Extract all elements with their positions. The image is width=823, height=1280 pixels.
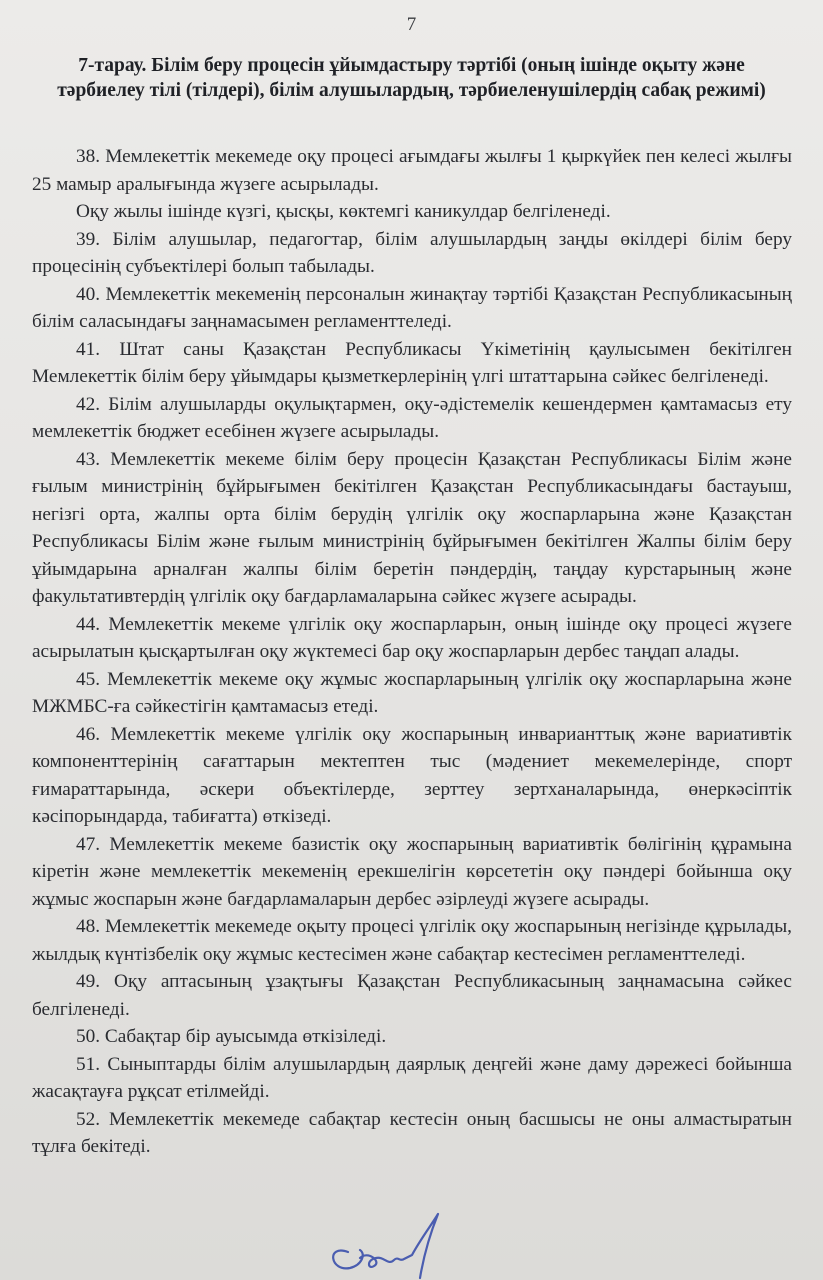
- page-number: 7: [406, 14, 417, 35]
- paragraph-45: 45. Мемлекеттік мекеме оқу жұмыс жоспарларының үлгілік оқу жоспарларына және МЖМБС-ға сәйкестігін қамтамасыз етеді.: [32, 668, 792, 717]
- paragraph-48: 48. Мемлекеттік мекемеде оқыту процесі үлгілік оқу жоспарының негізінде құрылады, жылдық күнтізбелік оқу жұмыс кестесімен және сабақтар кестесімен регламенттеледі.: [32, 916, 792, 965]
- paragraph-41: 41. Штат саны Қазақстан Республикасы Үкіметінің қаулысымен бекітілген Мемлекеттік білім беру ұйымдары қызметкерлерінің үлгі штаттарына сәйкес белгіленеді.: [32, 338, 792, 387]
- paragraph-vacations: Оқу жылы ішінде күзгі, қысқы, көктемгі каникулдар белгіленеді.: [76, 201, 611, 222]
- paragraph-51: 51. Сыныптарды білім алушылардың даярлық деңгейі және даму дәрежесі бойынша жасақтауға рұқсат етілмейді.: [32, 1053, 792, 1102]
- document-body: [32, 143, 792, 1161]
- chapter-heading: 7-тарау. Білім беру процесін ұйымдастыру тәртібі (оның ішінде оқыту және тәрбиелеу тілі (тілдері), білім алушылардың, тәрбиеленушілердің сабақ режимі): [57, 55, 766, 101]
- paragraph-44: 44. Мемлекеттік мекеме үлгілік оқу жоспарларын, оның ішінде оқу процесі жүзеге асырылатын қысқартылған оқу жүктемесі бар оқу жоспарларын дербес таңдап алады.: [32, 613, 792, 662]
- paragraph-39: 39. Білім алушылар, педагогтар, білім алушылардың заңды өкілдері білім беру процесінің субъектілері болып табылады.: [32, 228, 792, 277]
- paragraph-50: 50. Сабақтар бір ауысымда өткізіледі.: [76, 1026, 387, 1047]
- paragraph-49: 49. Оқу аптасының ұзақтығы Қазақстан Республикасының заңнамасына сәйкес белгіленеді.: [32, 971, 792, 1020]
- paragraph-46: 46. Мемлекеттік мекеме үлгілік оқу жоспарының инварианттық және вариативтік компоненттерінің сағаттарын мектептен тыс (мәдениет мекемелерінде, спорт ғимараттарында, әскери объектілерде, зерттеу зертханаларында, өнеркәсіптік кәсіпорындарда, табиғатта) өткізеді.: [32, 723, 792, 827]
- paragraph-43: 43. Мемлекеттік мекеме білім беру процесін Қазақстан Республикасы Білім және ғылым министрінің бұйрығымен бекітілген Қазақстан Республикасындағы бастауыш, негізгі орта, жалпы орта білім берудің үлгілік оқу жоспарларына және Қазақстан Республикасы Білім және ғылым министрінің бұйрығымен бекітілген Жалпы білім беру ұйымдарына арналған жалпы білім беретін пәндердің, таңдау курстарының және факультативтердің үлгілік оқу бағдарламаларына сәйкес жүзеге асырады.: [32, 448, 792, 607]
- handwritten-signature: [320, 1210, 460, 1280]
- paragraph-52: 52. Мемлекеттік мекемеде сабақтар кестесін оның басшысы не оны алмастыратын тұлға бекітеді.: [32, 1108, 792, 1157]
- paragraph-40: 40. Мемлекеттік мекеменің персоналын жинақтау тәртібі Қазақстан Республикасының білім саласындағы заңнамасымен регламенттеледі.: [32, 283, 792, 332]
- paragraph-42: 42. Білім алушыларды оқулықтармен, оқу-әдістемелік кешендермен қамтамасыз ету мемлекеттік бюджет есебінен жүзеге асырылады.: [32, 393, 792, 442]
- paragraph-38: 38. Мемлекеттік мекемеде оқу процесі ағымдағы жылғы 1 қыркүйек пен келесі жылғы 25 мамыр аралығында жүзеге асырылады.: [32, 146, 792, 195]
- paragraph-47: 47. Мемлекеттік мекеме базистік оқу жоспарының вариативтік бөлігінің құрамына кіретін және мемлекеттік мекеменің ерекшелігін көрсететін оқу пәндері бойынша оқу жұмыс жоспарын және бағдарламаларын дербес әзірлеуді жүзеге асырады.: [32, 833, 792, 910]
